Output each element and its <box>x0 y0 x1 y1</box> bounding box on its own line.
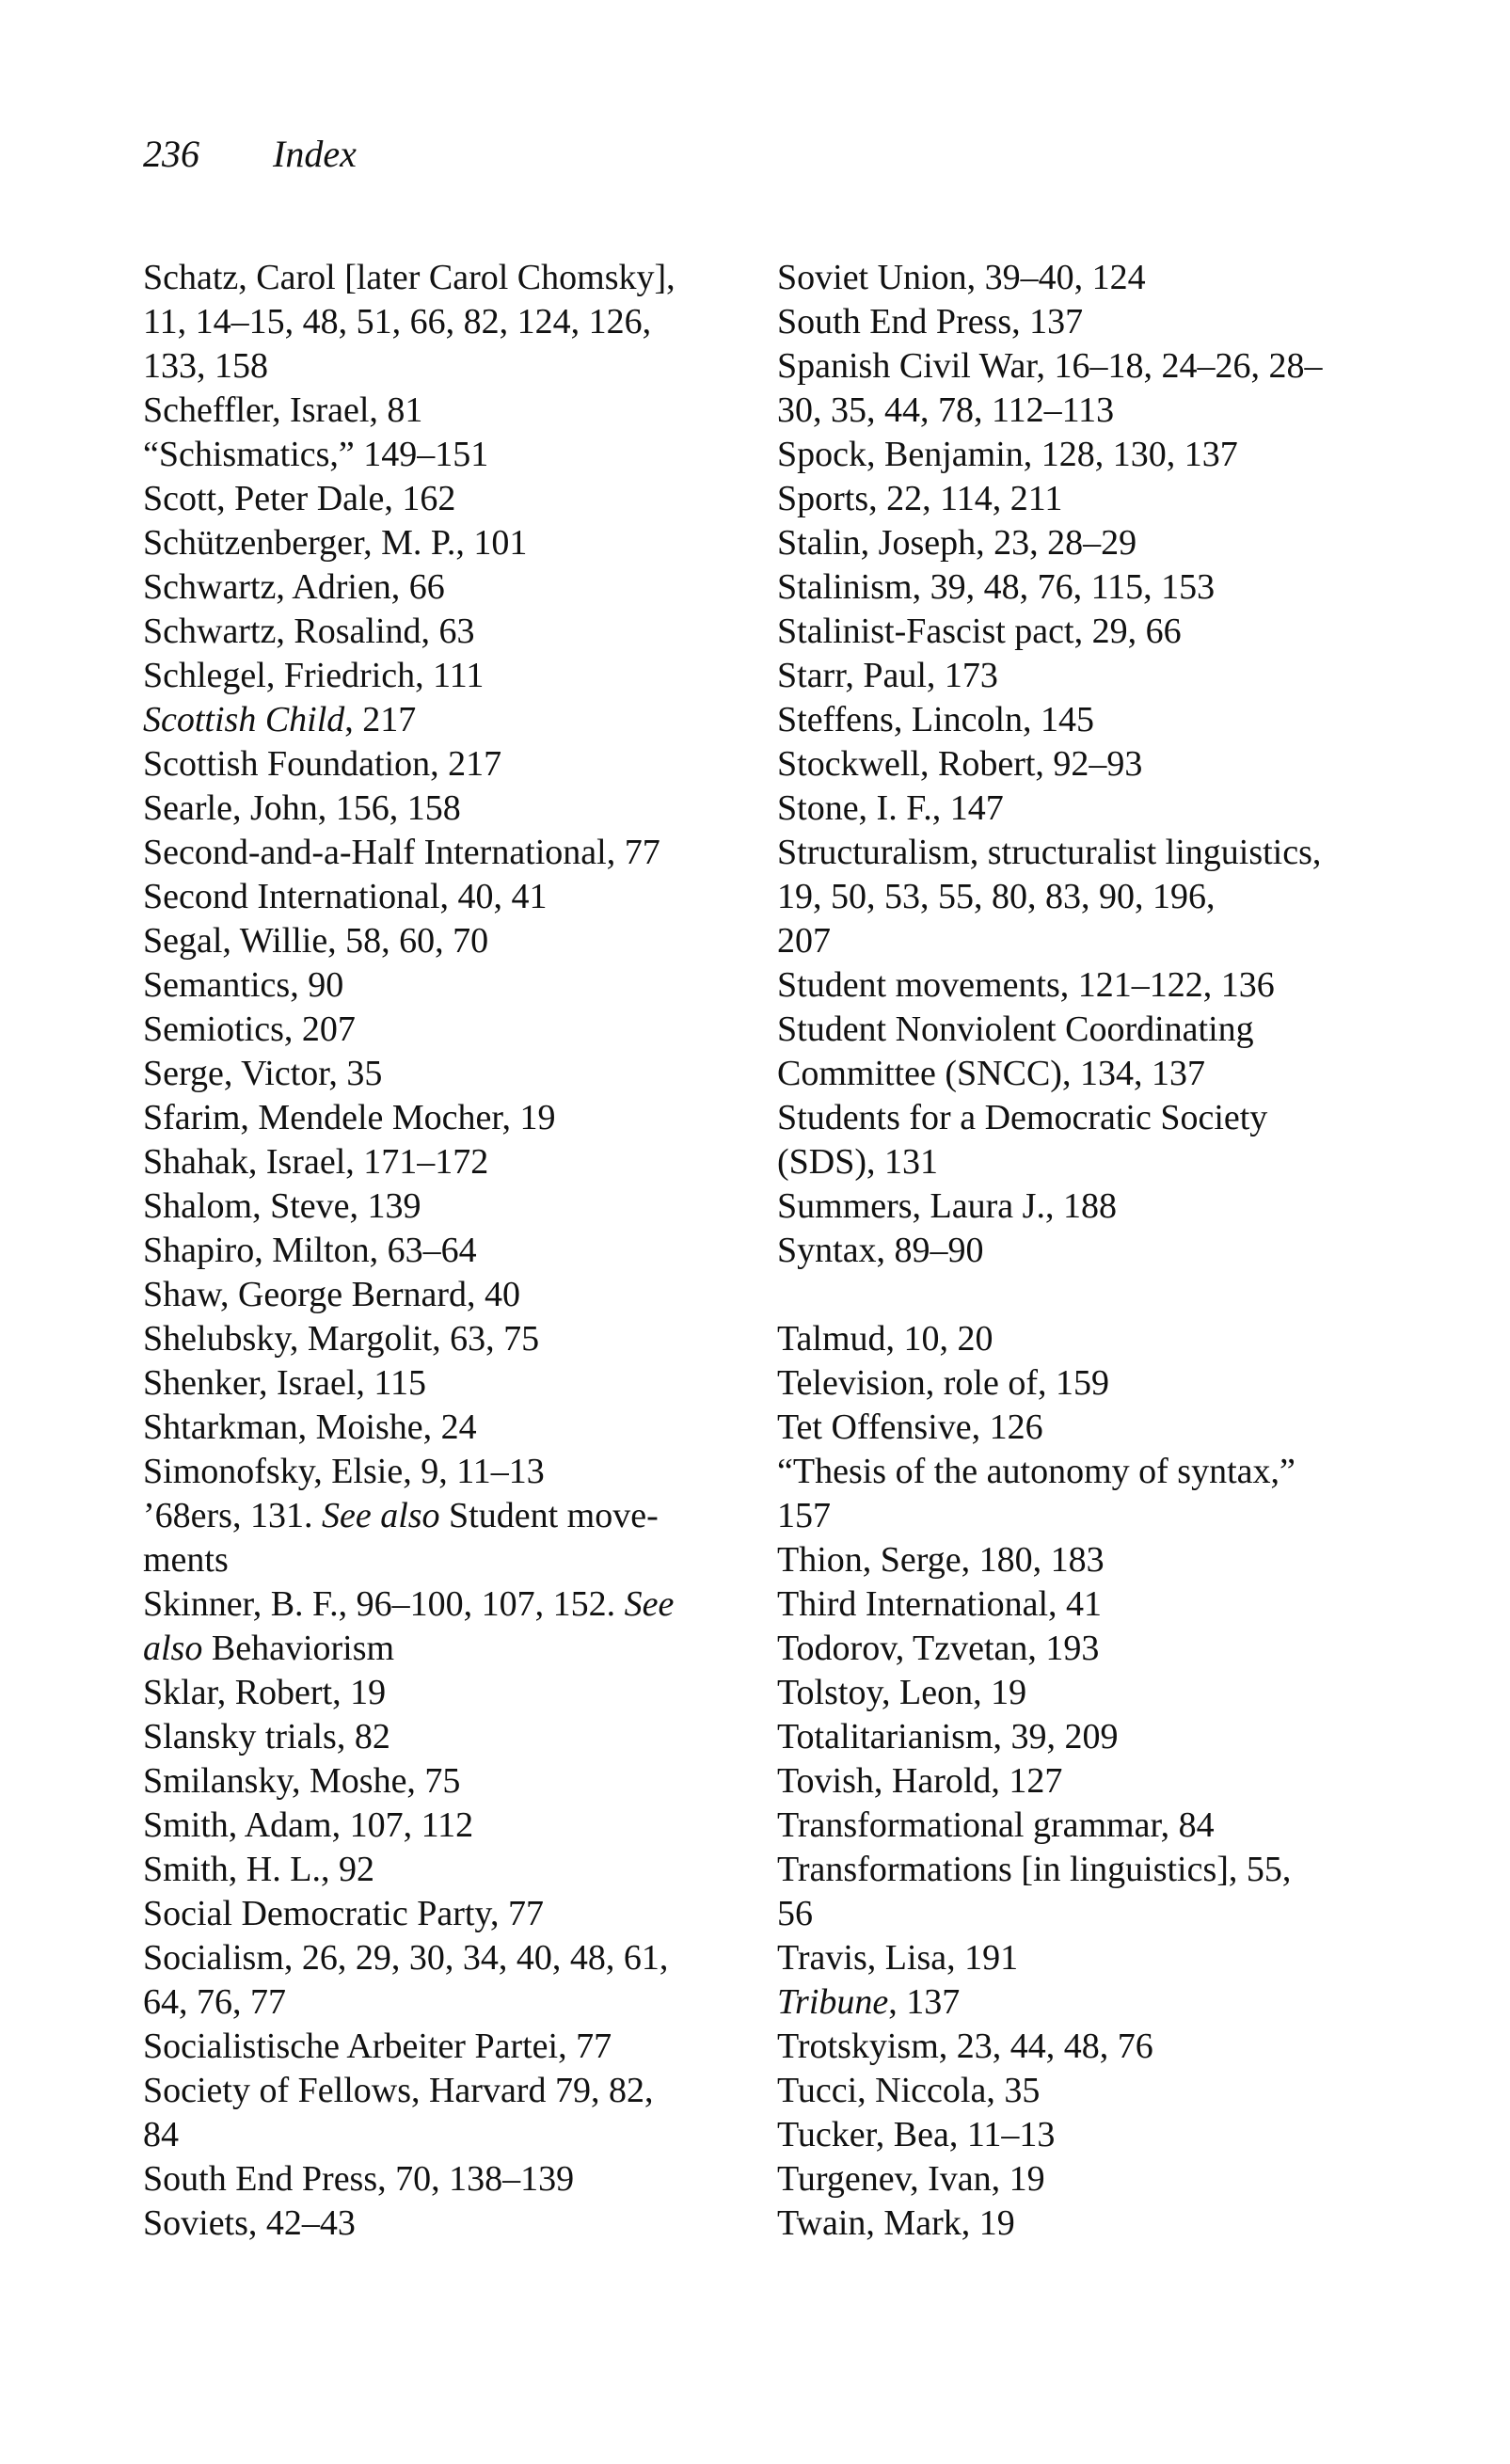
entry-text: Turgenev, Ivan, 19 <box>777 2159 1045 2199</box>
entry-text: South End Press, 137 <box>777 302 1084 342</box>
entry-text: Student movements, 121–122, 136 <box>777 965 1275 1005</box>
entry-text: Shapiro, Milton, 63–64 <box>143 1231 477 1270</box>
entry-line <box>777 256 1417 300</box>
index-entry <box>777 831 1417 963</box>
index-entry <box>777 477 1417 521</box>
entry-text: Smith, H. L., 92 <box>143 1850 374 1889</box>
entry-line <box>143 2202 755 2246</box>
entry-text: Trotskyism, 23, 44, 48, 76 <box>777 2027 1153 2066</box>
index-entry <box>777 1096 1417 1184</box>
entry-text: Stalinism, 39, 48, 76, 115, 153 <box>777 567 1216 607</box>
entry-continuation-line <box>777 875 1417 919</box>
index-entry <box>143 1052 755 1096</box>
entry-continuation-line <box>777 1140 1417 1184</box>
entry-text: Sklar, Robert, 19 <box>143 1673 387 1712</box>
index-entry <box>143 919 755 963</box>
index-entry <box>143 256 755 389</box>
index-entry <box>143 477 755 521</box>
index-entry <box>777 565 1417 610</box>
index-entry <box>143 610 755 654</box>
index-entry <box>143 2025 755 2069</box>
entry-line <box>777 1627 1417 1671</box>
index-entry <box>777 2202 1417 2246</box>
entry-text: Spock, Benjamin, 128, 130, 137 <box>777 435 1238 474</box>
entry-text: (SDS), 131 <box>777 1142 939 1182</box>
index-entry <box>143 787 755 831</box>
index-entry <box>143 1273 755 1317</box>
entry-line <box>777 1759 1417 1804</box>
entry-text: Student move- <box>439 1496 659 1535</box>
entry-continuation-line <box>777 1494 1417 1538</box>
entry-line <box>777 1538 1417 1582</box>
entry-line <box>777 1671 1417 1715</box>
entry-text: 157 <box>777 1496 831 1535</box>
entry-line <box>777 610 1417 654</box>
entry-italic-text: Tribune <box>777 1982 889 2022</box>
entry-line <box>143 2069 755 2113</box>
entry-continuation-line <box>143 2113 755 2157</box>
index-entry <box>777 742 1417 787</box>
running-title: Index <box>273 133 357 175</box>
entry-text: Skinner, B. F., 96–100, 107, 152. <box>143 1584 625 1624</box>
entry-continuation-line <box>777 1052 1417 1096</box>
entry-line <box>777 521 1417 565</box>
index-entry <box>777 1229 1417 1273</box>
index-entry <box>777 1848 1417 1936</box>
page-number: 236 <box>143 133 199 175</box>
entry-text: Student Nonviolent Coordinating <box>777 1009 1254 1049</box>
entry-line <box>777 2069 1417 2113</box>
index-entry <box>143 1317 755 1361</box>
entry-text: 11, 14–15, 48, 51, 66, 82, 124, 126, <box>143 302 652 342</box>
entry-line <box>777 300 1417 344</box>
entry-line <box>143 1140 755 1184</box>
entry-line <box>777 433 1417 477</box>
entry-italic-text: Scottish Child <box>143 700 345 739</box>
entry-line <box>143 565 755 610</box>
entry-line <box>143 1406 755 1450</box>
entry-line <box>777 654 1417 698</box>
index-entry <box>143 654 755 698</box>
entry-line <box>143 919 755 963</box>
index-entry <box>143 1361 755 1406</box>
index-entry <box>143 1008 755 1052</box>
index-entry <box>777 1184 1417 1229</box>
entry-line <box>143 742 755 787</box>
entry-text: Simonofsky, Elsie, 9, 11–13 <box>143 1452 545 1491</box>
entry-text: “Thesis of the autonomy of syntax,” <box>777 1452 1295 1491</box>
entry-line <box>777 1980 1417 2025</box>
entry-text: Scottish Foundation, 217 <box>143 744 502 784</box>
entry-text: Society of Fellows, Harvard 79, 82, <box>143 2071 654 2110</box>
entry-text: Schatz, Carol [later Carol Chomsky], <box>143 258 676 297</box>
entry-text: Students for a Democratic Society <box>777 1098 1268 1137</box>
index-entry <box>777 1582 1417 1627</box>
entry-line <box>143 610 755 654</box>
entry-text: Behaviorism <box>202 1629 395 1668</box>
index-entry <box>777 1317 1417 1361</box>
entry-line <box>777 2113 1417 2157</box>
page-header <box>143 132 357 176</box>
index-entry <box>777 1980 1417 2025</box>
index-entry <box>143 1804 755 1848</box>
entry-line <box>143 1892 755 1936</box>
entry-line <box>143 1715 755 1759</box>
index-entry <box>143 1936 755 2025</box>
entry-line <box>143 1361 755 1406</box>
entry-continuation-line <box>777 389 1417 433</box>
entry-text: Sports, 22, 114, 211 <box>777 479 1063 518</box>
entry-text: Talmud, 10, 20 <box>777 1319 993 1359</box>
entry-text: Schützenberger, M. P., 101 <box>143 523 528 563</box>
entry-text: 56 <box>777 1894 813 1933</box>
entry-text: Twain, Mark, 19 <box>777 2203 1015 2243</box>
index-entry <box>777 2069 1417 2113</box>
entry-line <box>777 2157 1417 2202</box>
index-entry <box>143 1582 755 1671</box>
entry-continuation-line <box>143 300 755 344</box>
entry-text: Structuralism, structuralist linguistics, <box>777 833 1322 872</box>
entry-text: Starr, Paul, 173 <box>777 656 998 695</box>
entry-line <box>143 1671 755 1715</box>
entry-text: Stone, I. F., 147 <box>777 788 1004 828</box>
entry-line <box>143 477 755 521</box>
entry-line <box>143 1582 755 1627</box>
entry-line <box>143 1450 755 1494</box>
index-entry <box>143 698 755 742</box>
entry-line <box>143 2025 755 2069</box>
index-entry <box>777 787 1417 831</box>
entry-line <box>143 256 755 300</box>
index-entry <box>777 1759 1417 1804</box>
entry-text: Television, role of, 159 <box>777 1363 1109 1403</box>
entry-text: Summers, Laura J., 188 <box>777 1186 1117 1226</box>
index-entry <box>143 1715 755 1759</box>
entry-line <box>777 963 1417 1008</box>
entry-line <box>143 1804 755 1848</box>
index-entry <box>777 1804 1417 1848</box>
entry-line <box>143 1096 755 1140</box>
entry-text: South End Press, 70, 138–139 <box>143 2159 575 2199</box>
index-entry <box>777 1361 1417 1406</box>
entry-text: Socialistische Arbeiter Partei, 77 <box>143 2027 612 2066</box>
entry-line <box>143 1848 755 1892</box>
index-entry <box>777 1671 1417 1715</box>
index-entry <box>777 256 1417 300</box>
entry-line <box>143 521 755 565</box>
index-entry <box>143 1494 755 1582</box>
entry-line <box>777 1184 1417 1229</box>
index-entry <box>777 698 1417 742</box>
entry-text: 207 <box>777 921 831 961</box>
entry-text: Thion, Serge, 180, 183 <box>777 1540 1105 1580</box>
entry-line <box>777 831 1417 875</box>
entry-text: Committee (SNCC), 134, 137 <box>777 1054 1205 1093</box>
entry-text: 64, 76, 77 <box>143 1982 286 2022</box>
index-entry <box>143 1406 755 1450</box>
index-entry <box>777 1538 1417 1582</box>
index-entry <box>143 389 755 433</box>
entry-line <box>143 1229 755 1273</box>
entry-text: Shalom, Steve, 139 <box>143 1186 421 1226</box>
entry-text: 30, 35, 44, 78, 112–113 <box>777 390 1115 430</box>
index-entry <box>777 654 1417 698</box>
entry-text: ments <box>143 1540 229 1580</box>
entry-text: Shelubsky, Margolit, 63, 75 <box>143 1319 540 1359</box>
index-entry <box>143 433 755 477</box>
entry-text: Soviets, 42–43 <box>143 2203 356 2243</box>
entry-text: Serge, Victor, 35 <box>143 1054 383 1093</box>
entry-text: Tet Offensive, 126 <box>777 1407 1043 1447</box>
entry-line <box>777 698 1417 742</box>
entry-text: 133, 158 <box>143 346 268 386</box>
entry-line <box>777 742 1417 787</box>
index-entry <box>777 2157 1417 2202</box>
entry-line <box>143 1052 755 1096</box>
entry-line <box>777 1848 1417 1892</box>
entry-text: 84 <box>143 2115 179 2154</box>
entry-continuation-line <box>777 919 1417 963</box>
entry-text: ’68ers, 131. <box>143 1496 322 1535</box>
index-entry <box>777 1406 1417 1450</box>
index-entry <box>777 1715 1417 1759</box>
entry-line <box>143 875 755 919</box>
entry-italic-text: also <box>143 1629 203 1668</box>
entry-text: Schwartz, Rosalind, 63 <box>143 612 475 651</box>
entry-text: Segal, Willie, 58, 60, 70 <box>143 921 489 961</box>
index-entry <box>143 742 755 787</box>
entry-line <box>143 1759 755 1804</box>
entry-text: Todorov, Tzvetan, 193 <box>777 1629 1100 1668</box>
index-entry <box>777 521 1417 565</box>
index-entry <box>143 875 755 919</box>
index-entry <box>777 300 1417 344</box>
index-entry <box>143 1892 755 1936</box>
entry-continuation-line <box>777 1892 1417 1936</box>
entry-italic-text: See <box>624 1584 675 1624</box>
entry-line <box>143 1273 755 1317</box>
entry-text: Tucci, Niccola, 35 <box>777 2071 1041 2110</box>
index-entry <box>777 2113 1417 2157</box>
index-entry <box>777 433 1417 477</box>
entry-line <box>777 1936 1417 1980</box>
entry-line <box>777 344 1417 389</box>
entry-line <box>143 963 755 1008</box>
entry-line <box>143 389 755 433</box>
entry-text: Syntax, 89–90 <box>777 1231 984 1270</box>
entry-text: , 137 <box>888 1982 961 2022</box>
entry-text: Semantics, 90 <box>143 965 344 1005</box>
entry-text: Schlegel, Friedrich, 111 <box>143 656 485 695</box>
entry-line <box>143 433 755 477</box>
index-entry <box>143 1229 755 1273</box>
entry-text: Tucker, Bea, 11–13 <box>777 2115 1056 2154</box>
entry-italic-text: See also <box>321 1496 440 1535</box>
index-entry <box>143 2157 755 2202</box>
entry-text: Transformational grammar, 84 <box>777 1805 1215 1845</box>
index-entry <box>143 2069 755 2157</box>
entry-line <box>143 654 755 698</box>
entry-text: Searle, John, 156, 158 <box>143 788 461 828</box>
entry-line <box>143 831 755 875</box>
entry-line <box>777 1008 1417 1052</box>
entry-text: Transformations [in linguistics], 55, <box>777 1850 1292 1889</box>
index-entry <box>143 1848 755 1892</box>
entry-text: Steffens, Lincoln, 145 <box>777 700 1095 739</box>
index-entry <box>777 1450 1417 1538</box>
index-entry <box>777 610 1417 654</box>
entry-text: Scott, Peter Dale, 162 <box>143 479 456 518</box>
index-column-left <box>143 256 755 2246</box>
entry-text: Tolstoy, Leon, 19 <box>777 1673 1027 1712</box>
entry-line <box>143 1317 755 1361</box>
index-entry <box>777 1008 1417 1096</box>
index-entry <box>777 344 1417 433</box>
index-entry <box>143 831 755 875</box>
entry-line <box>777 1229 1417 1273</box>
entry-continuation-line <box>143 344 755 389</box>
entry-text: Social Democratic Party, 77 <box>143 1894 544 1933</box>
entry-text: Socialism, 26, 29, 30, 34, 40, 48, 61, <box>143 1938 669 1978</box>
index-entry <box>777 1936 1417 1980</box>
index-entry <box>777 1627 1417 1671</box>
entry-text: Travis, Lisa, 191 <box>777 1938 1019 1978</box>
index-entry <box>777 2025 1417 2069</box>
entry-line <box>777 1406 1417 1450</box>
entry-line <box>143 1494 755 1538</box>
entry-line <box>777 565 1417 610</box>
entry-line <box>777 787 1417 831</box>
entry-text: 19, 50, 53, 55, 80, 83, 90, 196, <box>777 877 1216 916</box>
index-entry <box>143 1450 755 1494</box>
entry-text: Stockwell, Robert, 92–93 <box>777 744 1143 784</box>
index-entry <box>143 521 755 565</box>
index-entry <box>143 565 755 610</box>
entry-line <box>777 2202 1417 2246</box>
index-column-right <box>777 256 1417 2246</box>
entry-text: Totalitarianism, 39, 209 <box>777 1717 1119 1757</box>
entry-line <box>143 787 755 831</box>
entry-line <box>777 477 1417 521</box>
index-entry <box>777 963 1417 1008</box>
entry-continuation-line <box>143 1538 755 1582</box>
entry-line <box>143 1184 755 1229</box>
entry-line <box>777 1804 1417 1848</box>
entry-text: Spanish Civil War, 16–18, 24–26, 28– <box>777 346 1323 386</box>
entry-text: Semiotics, 207 <box>143 1009 356 1049</box>
index-entry <box>143 1140 755 1184</box>
entry-text: Smilansky, Moshe, 75 <box>143 1761 461 1801</box>
entry-text: Stalin, Joseph, 23, 28–29 <box>777 523 1137 563</box>
entry-line <box>777 1715 1417 1759</box>
index-entry <box>143 1096 755 1140</box>
entry-text: Soviet Union, 39–40, 124 <box>777 258 1146 297</box>
entry-line <box>143 1008 755 1052</box>
entry-text: Second-and-a-Half International, 77 <box>143 833 660 872</box>
entry-line <box>143 698 755 742</box>
entry-line <box>777 1096 1417 1140</box>
entry-text: Scheffler, Israel, 81 <box>143 390 423 430</box>
index-entry <box>143 1671 755 1715</box>
entry-text: Shenker, Israel, 115 <box>143 1363 426 1403</box>
index-entry <box>143 963 755 1008</box>
entry-text: Shaw, George Bernard, 40 <box>143 1275 521 1314</box>
entry-text: Stalinist-Fascist pact, 29, 66 <box>777 612 1182 651</box>
index-entry <box>143 2202 755 2246</box>
index-entry <box>143 1759 755 1804</box>
entry-line <box>777 1582 1417 1627</box>
entry-line <box>777 1361 1417 1406</box>
entry-text: Third International, 41 <box>777 1584 1103 1624</box>
entry-line <box>777 1317 1417 1361</box>
entry-text: Shahak, Israel, 171–172 <box>143 1142 489 1182</box>
entry-text: Shtarkman, Moishe, 24 <box>143 1407 477 1447</box>
entry-text: Schwartz, Adrien, 66 <box>143 567 445 607</box>
index-entry <box>143 1184 755 1229</box>
entry-line <box>777 1450 1417 1494</box>
entry-text: , 217 <box>344 700 417 739</box>
entry-text: Slansky trials, 82 <box>143 1717 390 1757</box>
entry-text: Smith, Adam, 107, 112 <box>143 1805 474 1845</box>
entry-text: Tovish, Harold, 127 <box>777 1761 1063 1801</box>
entry-continuation-line <box>143 1980 755 2025</box>
entry-line <box>143 1936 755 1980</box>
entry-text: Sfarim, Mendele Mocher, 19 <box>143 1098 556 1137</box>
entry-continuation-line <box>143 1627 755 1671</box>
entry-text: “Schismatics,” 149–151 <box>143 435 489 474</box>
entry-line <box>143 2157 755 2202</box>
entry-line <box>777 2025 1417 2069</box>
entry-text: Second International, 40, 41 <box>143 877 548 916</box>
